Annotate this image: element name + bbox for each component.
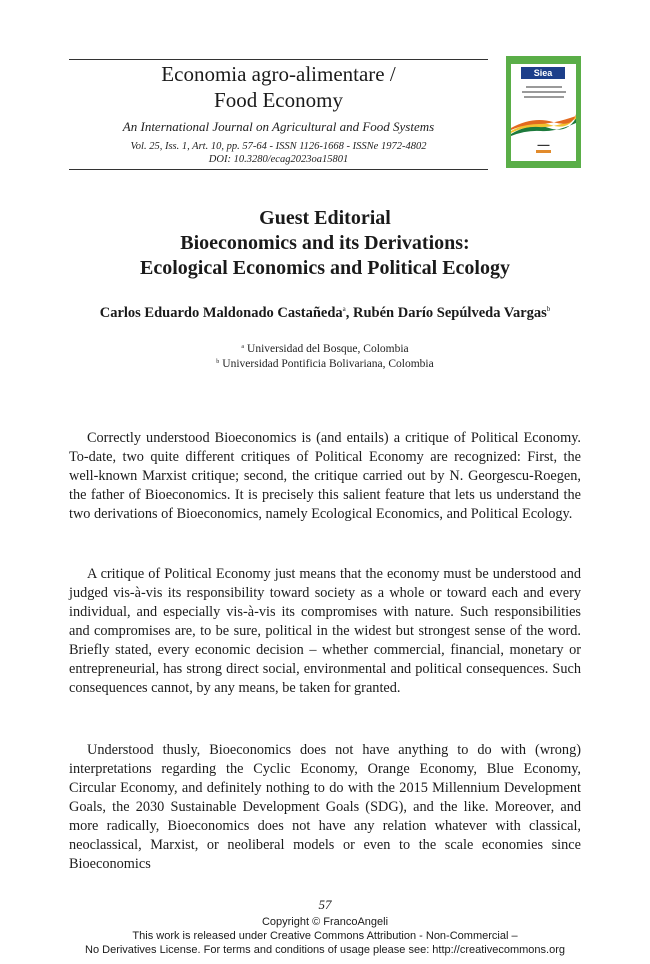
page-number: 57	[318, 897, 332, 912]
article-title	[40, 206, 610, 281]
header-rule-bottom	[69, 169, 488, 170]
affiliation-text: Universidad del Bosque, Colombia	[247, 343, 409, 355]
cover-logo: Siea	[521, 67, 565, 79]
journal-title-line-1: Economia agro-alimentare /	[161, 62, 396, 86]
article-title-line-3: Ecological Economics and Political Ecology	[140, 257, 510, 279]
cover-wave-graphic	[511, 114, 576, 138]
cover-publisher-bar	[536, 150, 551, 153]
author-list	[40, 305, 610, 322]
body-paragraph-1: Correctly understood Bioeconomics is (and entails) a critique of Political Economy. To-date, two quite different critiques of Political Economy are recognized: First, the well-known Marxist critique; second, the critique carried out by N. Georgescu-Roegen, the father of Bioeconomics. It is precisely this salient feature that lets us understand the two derivations of Bioeconomics, namely Ecological Economics, and Political Ecology.	[69, 430, 581, 522]
body-paragraph-3: Understood thusly, Bioeconomics does not have anything to do with (wrong) interpretations regarding the Cyclic Economy, Orange Economy, Blue Economy, Circular Economy, and definitely nothing to do with the 2015 Millennium Development Goals, the 2030 Sustainable Development Goals (SDG), and the like. Moreover, and more radically, Bioeconomics does not have any relation whatever with classical, neoclassical, Marxist, or neoliberal models or even to the scale economies since Bioeconomics	[69, 742, 581, 872]
author-name: Carlos Eduardo Maldonado Castañeda	[99, 305, 343, 321]
affiliation-b	[40, 354, 610, 372]
footer-license-line-1: This work is released under Creative Commons Attribution - Non-Commercial –	[132, 930, 518, 942]
journal-subtitle: An International Journal on Agricultural and Food Systems	[122, 119, 435, 134]
doi-line: DOI: 10.3280/ecag2023oa15801	[208, 154, 349, 165]
affiliation-text: Universidad Pontificia Bolivariana, Colombia	[222, 358, 434, 370]
author-separator: ,	[345, 305, 353, 321]
author-name: Rubén Darío Sepúlveda Vargas	[353, 305, 547, 321]
journal-title	[69, 61, 488, 113]
affiliation-mark: b	[216, 359, 220, 365]
author-affiliation-mark: a	[342, 305, 346, 313]
affiliation-mark: a	[241, 344, 245, 350]
cover-title-text	[519, 86, 568, 101]
cover-publisher-mark: ▬▬▬	[537, 142, 550, 147]
header-rule-top	[69, 59, 488, 60]
footer-copyright: Copyright © FrancoAngeli	[261, 916, 389, 928]
article-title-line-1: Guest Editorial	[259, 207, 391, 229]
journal-title-line-2: Food Economy	[214, 88, 343, 112]
article-title-line-2: Bioeconomics and its Derivations:	[180, 232, 470, 254]
journal-cover-thumbnail	[506, 56, 581, 168]
journal-meta	[69, 140, 488, 166]
citation-line: Vol. 25, Iss. 1, Art. 10, pp. 57-64 - ISSN 1126-1668 - ISSNe 1972-4802	[130, 141, 427, 152]
author-affiliation-mark: b	[546, 305, 551, 313]
footer-license-line-2: No Derivatives License. For terms and conditions of usage please see: http://creativecommons.org	[85, 944, 565, 956]
body-paragraph-2: A critique of Political Economy just means that the economy must be understood and judged vis-à-vis its responsibility toward society as a whole or toward each and every individual, and especially vis-à-vis its compromises with nature. Such responsibilities and compromises are, to be sure, political in the widest but strongest sense of the word. Briefly stated, every economic decision – whether commercial, financial, monetary or entrepreneurial, has strong direct social, environmental and political consequences. Such consequences cannot, by any means, be taken for granted.	[69, 566, 581, 696]
